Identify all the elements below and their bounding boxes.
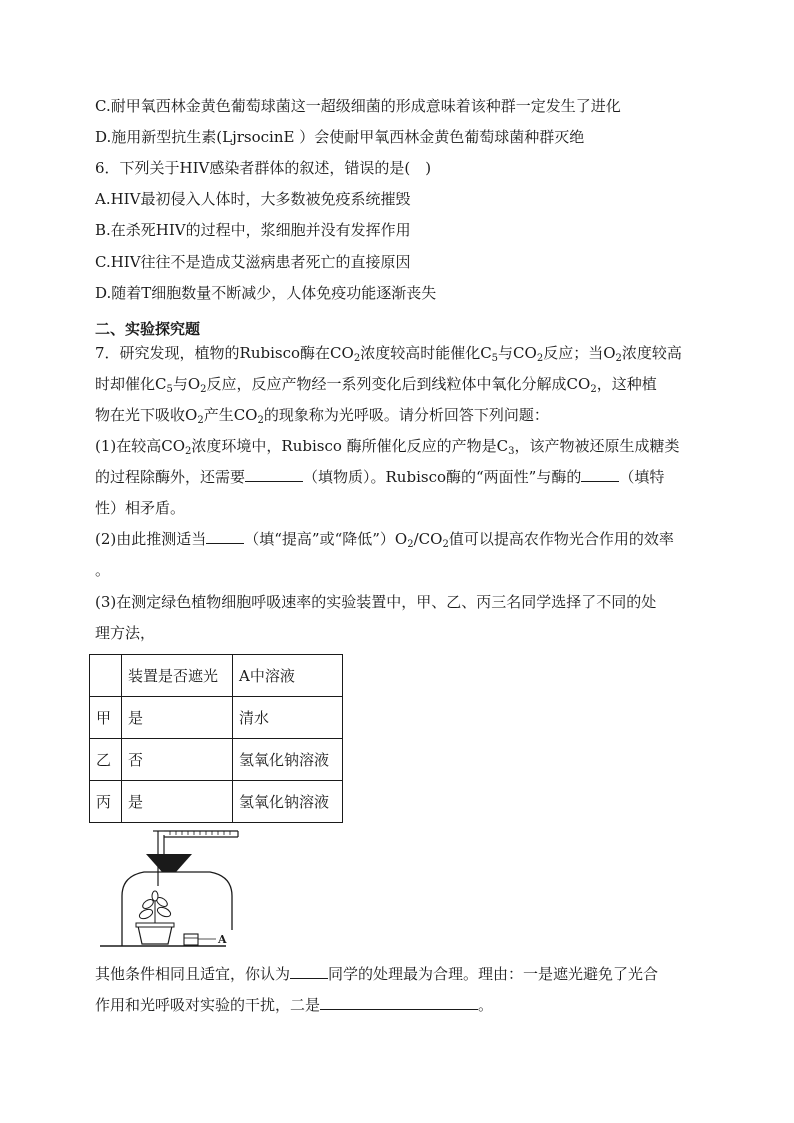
option-6d: D.随着T细胞数量不断减少，人体免疫功能逐渐丧失 [95, 284, 437, 302]
label-a: A [218, 933, 227, 946]
table-cell: A中溶液 [233, 655, 343, 697]
apparatus-diagram [98, 826, 248, 950]
table-row [90, 697, 343, 739]
answer-blank-5[interactable] [320, 995, 478, 1010]
option-5d: D.施用新型抗生素(LjrsocinE ）会使耐甲氧西林金黄色葡萄球菌种群灭绝 [95, 128, 585, 146]
option-5c: C.耐甲氧西林金黄色葡萄球菌这一超级细菌的形成意味着该种群一定发生了进化 [95, 97, 621, 115]
table-cell: 乙 [90, 739, 122, 781]
table-cell: 否 [122, 739, 233, 781]
table-row [90, 781, 343, 823]
answer-line-2: 作用和光呼吸对实验的干扰，二是 。 [95, 996, 494, 1014]
question-7-part2-line2: 。 [95, 561, 111, 579]
table-cell: 装置是否遮光 [122, 655, 233, 697]
answer-blank-3[interactable] [206, 529, 244, 544]
table-cell: 丙 [90, 781, 122, 823]
question-7-line3: 物在光下吸收$O_2$产生$CO_2$的现象称为光呼吸。请分析回答下列问题： [95, 406, 549, 426]
table-cell: 氢氧化钠溶液 [233, 739, 343, 781]
pot-rim [136, 923, 174, 927]
option-6c: C.HIV往往不是造成艾滋病患者死亡的直接原因 [95, 253, 411, 271]
plant [138, 891, 172, 923]
table-cell: 清水 [233, 697, 343, 739]
table-cell: 氢氧化钠溶液 [233, 781, 343, 823]
question-7-line1: 7．研究发现，植物的Rubisco酶在$CO_2$浓度较高时能催化$C_5$与$CO_2$反应；当$O_2$浓度较高 [95, 344, 682, 364]
option-6b: B.在杀死HIV的过程中，浆细胞并没有发挥作用 [95, 221, 411, 239]
section-heading: 二、实验探究题 [95, 320, 201, 338]
question-6: 6．下列关于HIV感染者群体的叙述，错误的是( ) [95, 159, 432, 177]
question-7-part3-line2: 理方法， [95, 624, 156, 642]
answer-blank-1[interactable] [245, 467, 303, 482]
table-header-row [90, 655, 343, 697]
table-cell: 是 [122, 781, 233, 823]
answer-line-1: 其他条件相同且适宜，你认为 同学的处理最为合理。理由：一是遮光避免了光合 [95, 965, 659, 983]
option-6a: A.HIV最初侵入人体时，大多数被免疫系统摧毁 [95, 190, 411, 208]
table-cell [90, 655, 122, 697]
answer-blank-4[interactable] [290, 964, 328, 979]
answer-blank-2[interactable] [581, 467, 619, 482]
question-7-line2: 时却催化$C_5$与$O_2$反应，反应产物经一系列变化后到线粒体中氧化分解成$CO_2$，这种植 [95, 375, 657, 395]
bell-jar [122, 872, 232, 946]
experiment-table [89, 654, 343, 823]
beaker-a [184, 934, 198, 945]
question-7-part3-line1: (3)在测定绿色植物细胞呼吸速率的实验装置中，甲、乙、丙三名同学选择了不同的处 [95, 593, 657, 611]
table-row [90, 739, 343, 781]
flower-pot [138, 926, 172, 944]
stopper [146, 854, 192, 872]
question-7-part1-line2: 的过程除酶外，还需要 （填物质）。Rubisco酶的“两面性”与酶的 （填特 [95, 468, 665, 486]
table-cell: 甲 [90, 697, 122, 739]
question-7-part2-line1: (2)由此推测适当 （填“提高”或“降低$”)O_2/CO_2$值可以提高农作物光合作用的效率 [95, 530, 674, 550]
question-7-part1-line3: 性）相矛盾。 [95, 499, 186, 517]
question-7-part1-line1: (1)在较高$CO_2$浓度环境中，Rubisco 酶所催化反应的产物是$C_3$，该产物被还原生成糖类 [95, 437, 680, 457]
table-cell: 是 [122, 697, 233, 739]
